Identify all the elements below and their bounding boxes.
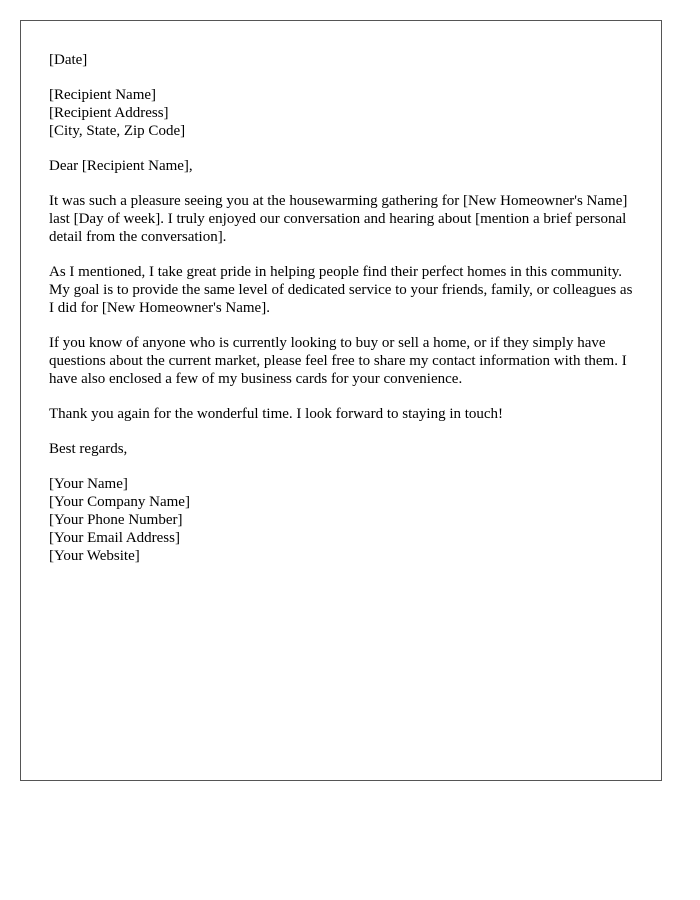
- recipient-address: [Recipient Address]: [49, 105, 169, 121]
- signature-block: [49, 475, 635, 565]
- body-paragraph: It was such a pleasure seeing you at the housewarming gathering for [New Homeowner's Name] last [Day of week]. I truly enjoyed our conversation and hearing about [mention a brief personal detail from the conversation].: [49, 193, 628, 245]
- recipient-block: [49, 86, 635, 140]
- letter: [20, 20, 662, 781]
- sender-website: [Your Website]: [49, 548, 140, 564]
- body-paragraph: Thank you again for the wonderful time. I look forward to staying in touch!: [49, 406, 504, 422]
- recipient-name: [Recipient Name]: [49, 87, 157, 103]
- sender-phone: [Your Phone Number]: [49, 512, 183, 528]
- sender-company: [Your Company Name]: [49, 494, 190, 510]
- salutation: Dear [Recipient Name],: [49, 158, 193, 174]
- body-paragraph: As I mentioned, I take great pride in helping people find their perfect homes in this community. My goal is to provide the same level of dedicated service to your friends, family, or colleagues as I did for [New Homeowner's Name].: [49, 264, 633, 316]
- recipient-city: [City, State, Zip Code]: [49, 123, 186, 139]
- sender-email: [Your Email Address]: [49, 530, 180, 546]
- date: [Date]: [49, 52, 88, 68]
- sender-name: [Your Name]: [49, 476, 128, 492]
- closing: Best regards,: [49, 441, 128, 457]
- body-paragraph: If you know of anyone who is currently looking to buy or sell a home, or if they simply have questions about the current market, please feel free to share my contact information with them. I have also enclosed a few of my business cards for your convenience.: [49, 335, 627, 387]
